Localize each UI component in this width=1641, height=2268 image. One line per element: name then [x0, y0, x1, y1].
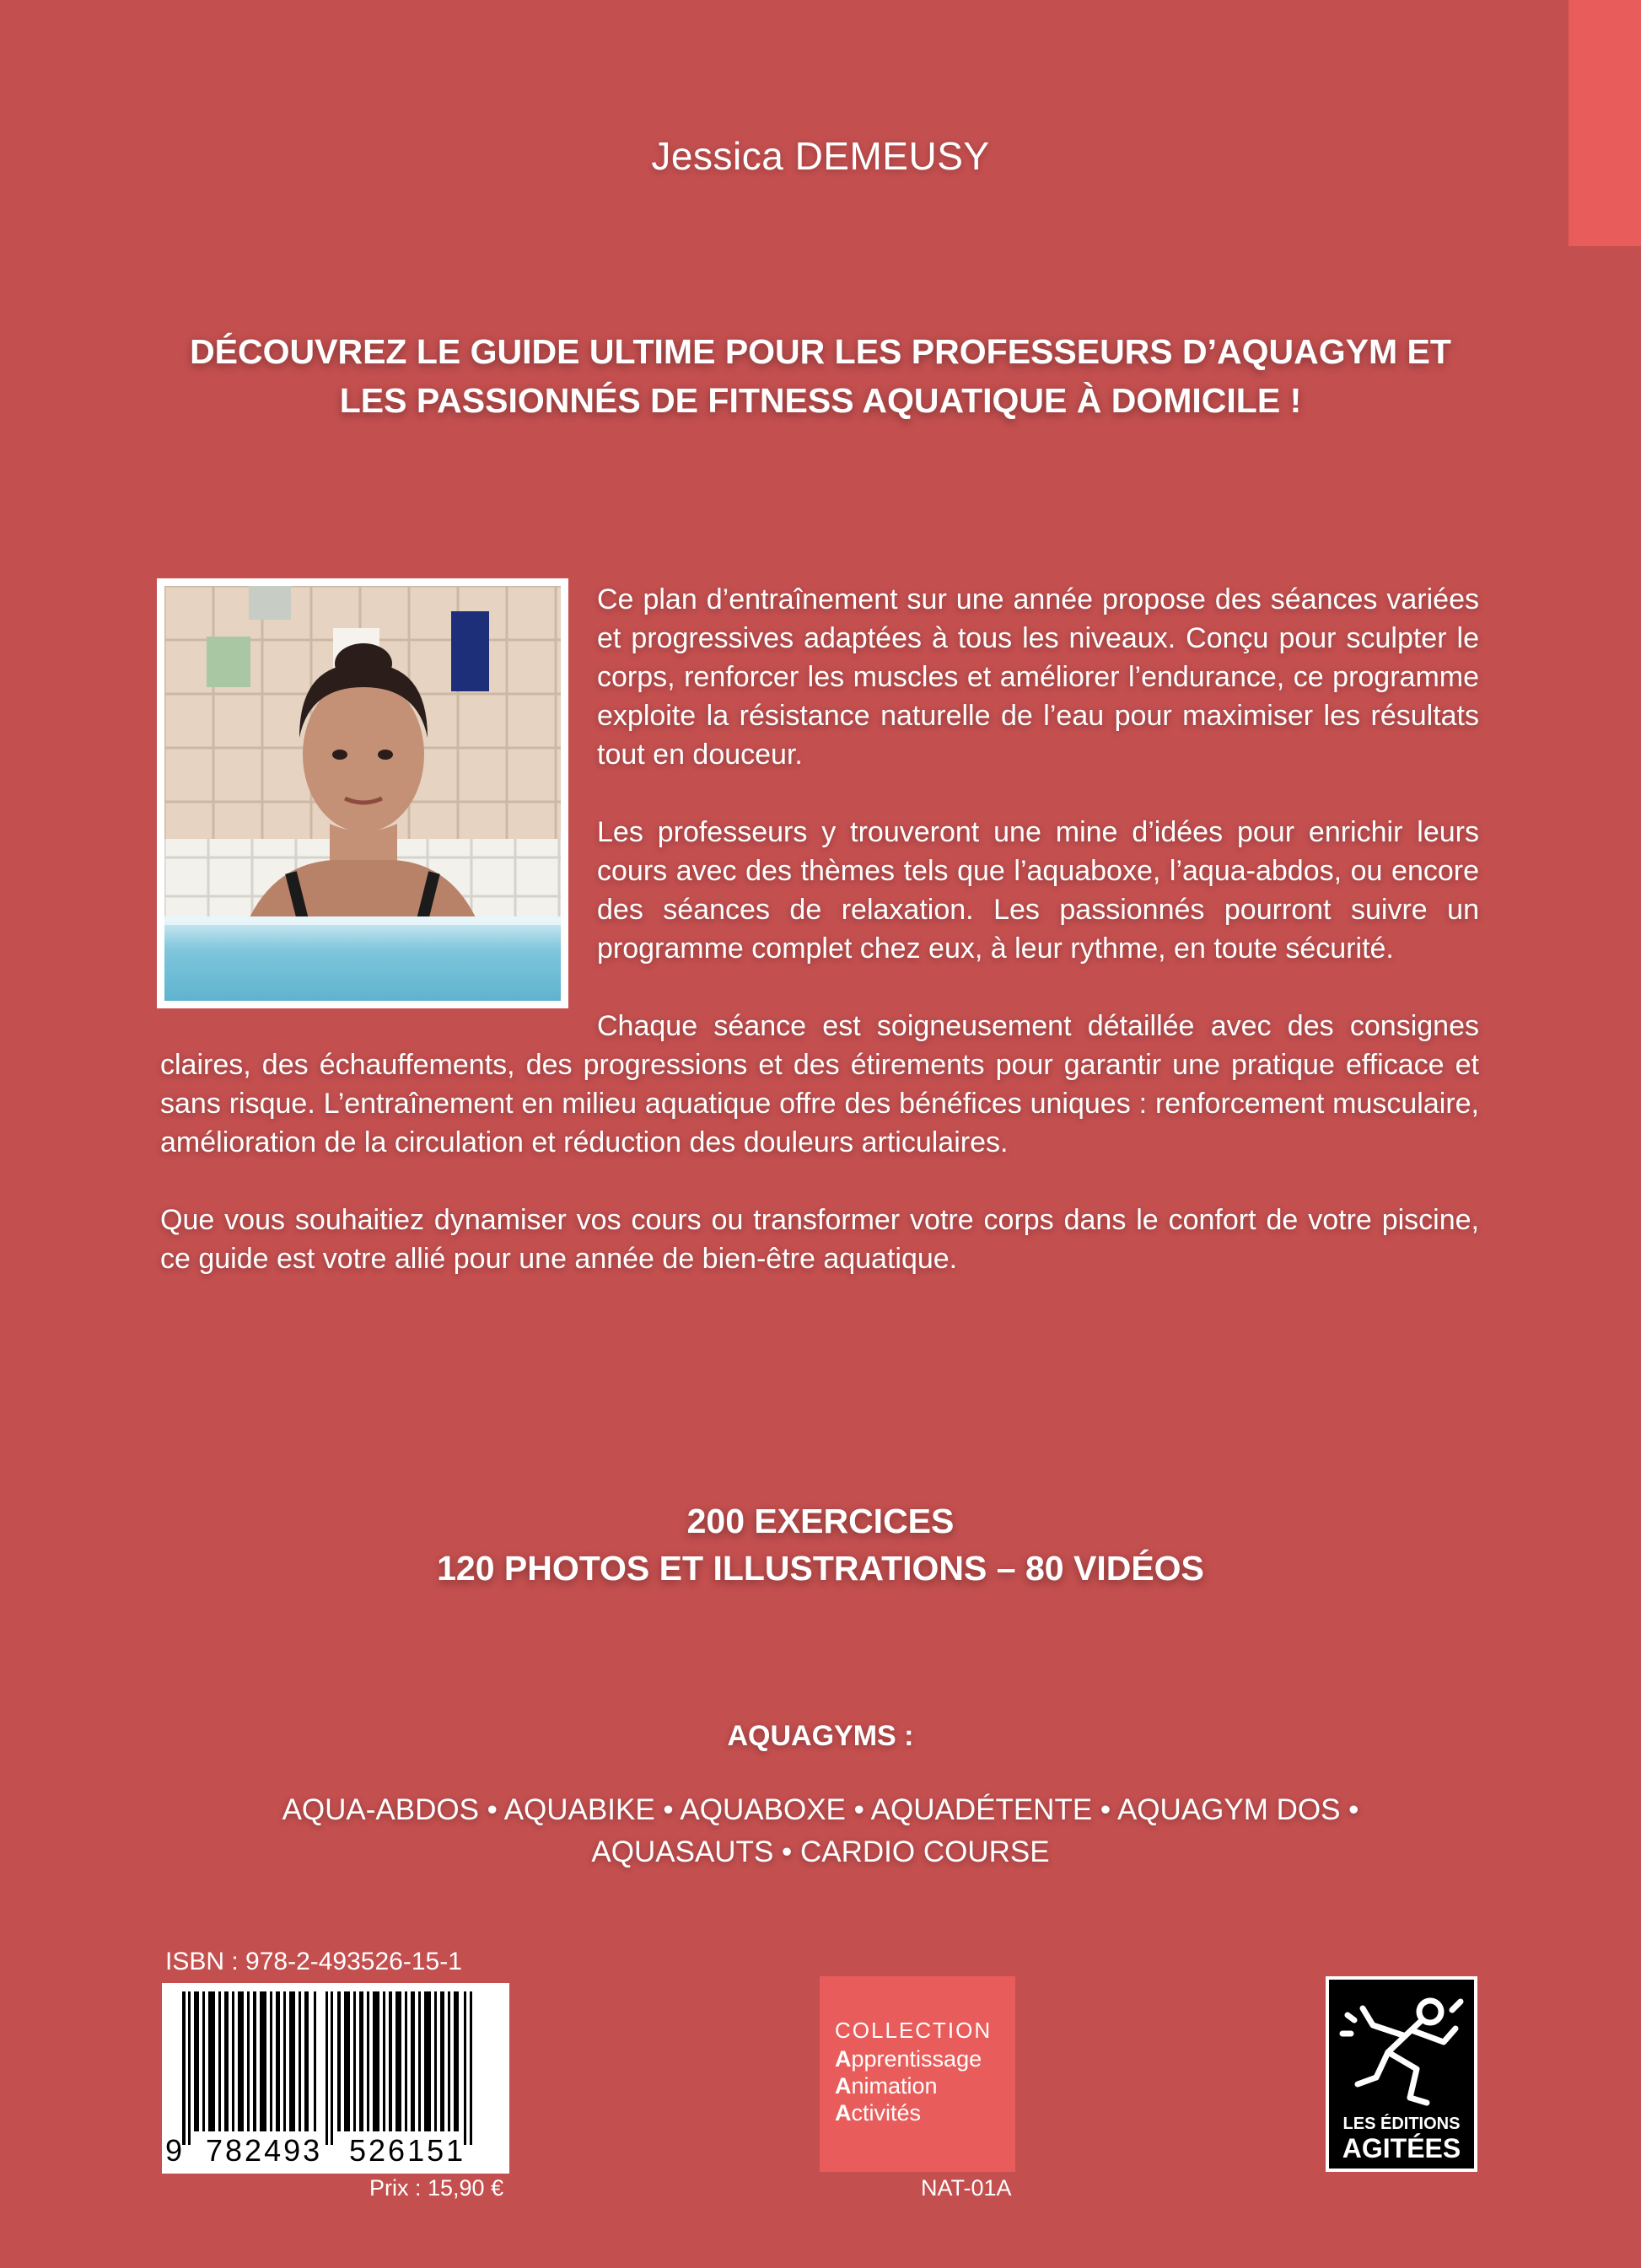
- headline-line-2: LES PASSIONNÉS DE FITNESS AQUATIQUE À DOMICILE !: [339, 381, 1302, 420]
- photo-spacer: [160, 580, 597, 1017]
- aquagyms-line-2: AQUASAUTS • CARDIO COURSE: [591, 1835, 1050, 1868]
- aquagyms-title: AQUAGYMS :: [727, 1720, 914, 1752]
- barcode-digits-group-2: 526151: [349, 2133, 466, 2168]
- aquagyms-list: [253, 1789, 1388, 1873]
- author-name: Jessica DEMEUSY: [651, 134, 990, 178]
- stats-line-1: 200 EXERCICES: [686, 1502, 955, 1540]
- barcode-digit-first: 9: [165, 2133, 183, 2168]
- collection-line-3: Activités: [835, 2100, 922, 2126]
- paragraph-4: Que vous souhaitiez dynamiser vos cours ou transformer votre corps dans le confort de votre piscine, ce guide est votre allié pour une année de bien-être aquatique.: [160, 1204, 1479, 1275]
- agitated-figure-icon: [1329, 1986, 1474, 2113]
- paragraph-1: Ce plan d’entraînement sur une année propose des séances variées et progressives adaptées à tous les niveaux. Conçu pour sculpter le corps, renforcer les muscles et améliorer l’endurance, ce programme exploite la résistance naturelle de l’eau pour maximiser les résultats tout en douceur.: [597, 583, 1479, 771]
- headline-line-1: DÉCOUVREZ LE GUIDE ULTIME POUR LES PROFESSEURS D’AQUAGYM ET: [190, 332, 1451, 371]
- reference-code: NAT-01A: [921, 2175, 1012, 2201]
- isbn-label: ISBN : 978-2-493526-15-1: [165, 1948, 462, 1975]
- collection-badge: [820, 1976, 1015, 2172]
- headline: [126, 327, 1515, 425]
- stats-line-2: 120 PHOTOS ET ILLUSTRATIONS – 80 VIDÉOS: [437, 1549, 1204, 1588]
- description-text: [160, 580, 1479, 1317]
- content-stats: [0, 1497, 1641, 1592]
- price-label: Prix : 15,90 €: [369, 2175, 504, 2201]
- publisher-line-2: AGITÉES: [1342, 2133, 1461, 2163]
- paragraph-2: Les professeurs y trouveront une mine d’idées pour enrichir leurs cours avec des thèmes tels que l’aquaboxe, l’aqua-abdos, ou encore des séances de relaxation. Les passionnés pourront suivre un programme complet chez eux, à leur rythme, en toute sécurité.: [597, 816, 1479, 965]
- corner-accent-tab: [1568, 0, 1641, 246]
- collection-line-2: Animation: [835, 2073, 938, 2099]
- publisher-line-1: LES ÉDITIONS: [1342, 2115, 1461, 2133]
- barcode-digits-group-1: 782493: [206, 2133, 323, 2168]
- publisher-logo: [1326, 1976, 1477, 2172]
- collection-line-1: Apprentissage: [835, 2046, 982, 2072]
- collection-heading: COLLECTION: [835, 2018, 993, 2043]
- aquagyms-line-1: AQUA-ABDOS • AQUABIKE • AQUABOXE • AQUADÉTENTE • AQUAGYM DOS •: [282, 1793, 1359, 1826]
- paragraph-3: Chaque séance est soigneusement détaillée avec des consignes claires, des échauffements, des progressions et des étirements pour garantir une pratique efficace et sans risque. L’entraînement en milieu aquatique offre des bénéfices uniques : renforcement musculaire, amélioration de la circulation et réduction des douleurs articulaires.: [160, 1010, 1479, 1158]
- isbn-barcode: [162, 1983, 509, 2174]
